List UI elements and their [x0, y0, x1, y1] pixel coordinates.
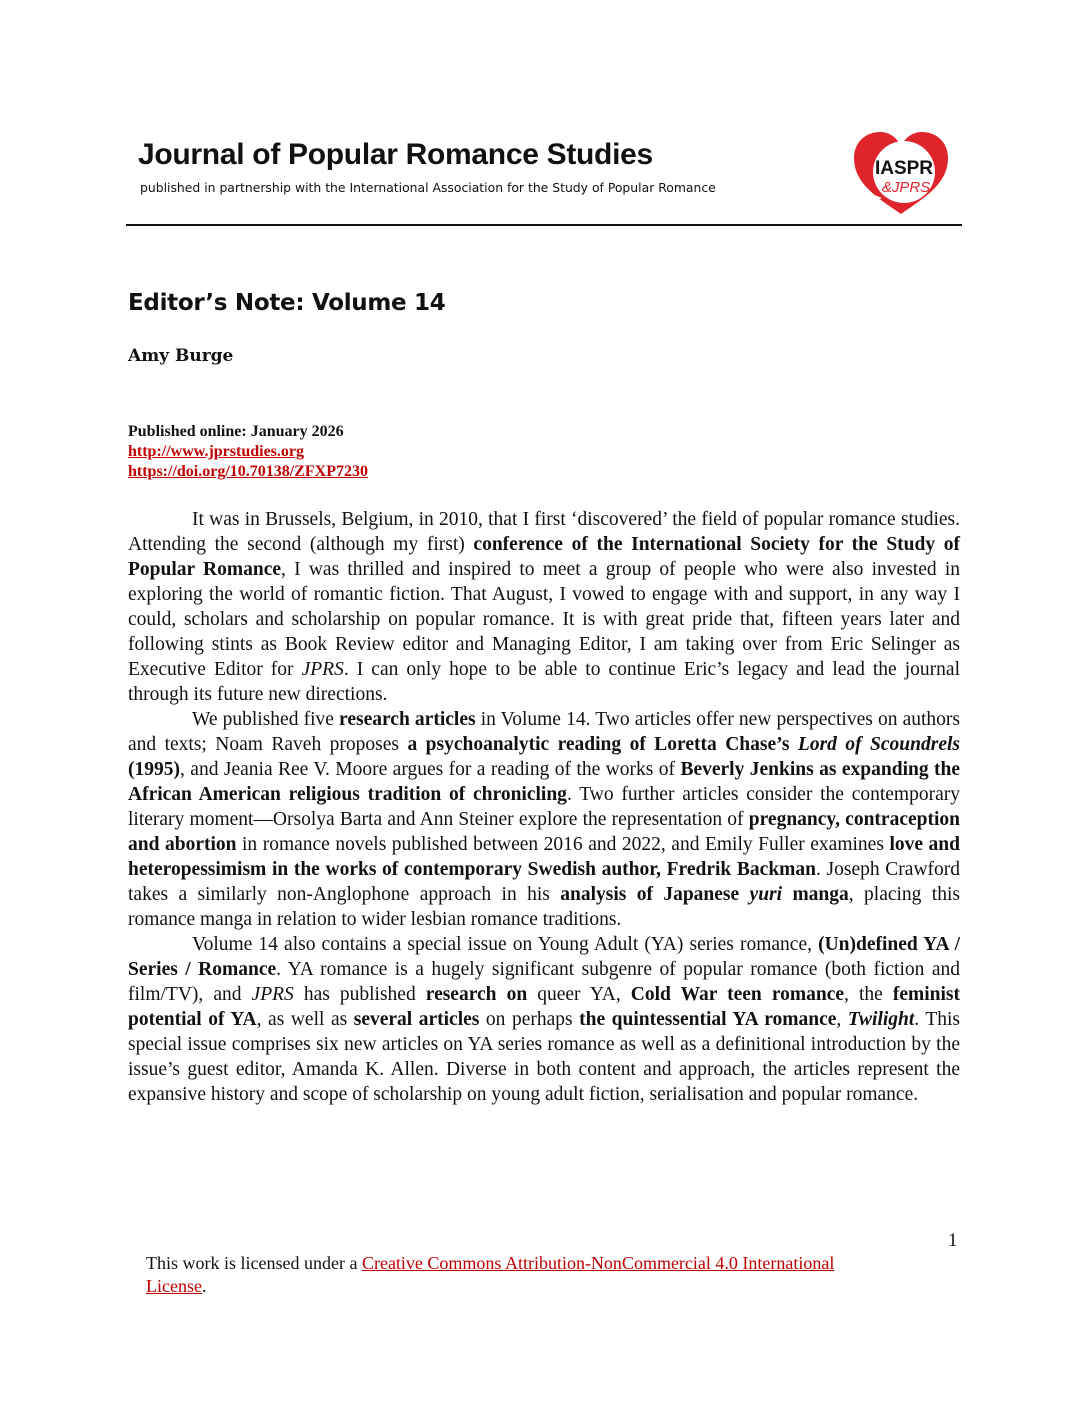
- published-date: Published online: January 2026: [128, 423, 344, 440]
- journal-masthead: [126, 128, 962, 228]
- article-author: Amy Burge: [128, 346, 234, 366]
- license-link[interactable]: Creative Commons Attribution-NonCommercial 4.0 International License: [146, 1253, 835, 1296]
- journal-website-link[interactable]: http://www.jprstudies.org: [128, 443, 305, 460]
- paragraph: It was in Brussels, Belgium, in 2010, that I first ‘discovered’ the field of popular romance studies. Attending the second (although my first) conference of the International Society for the Study of Popular Romance, I was thrilled and inspired to meet a group of people who were also invested in exploring the world of romantic fiction. That August, I vowed to engage with and support, in any way I could, scholars and scholarship on popular romance. It is with great pride that, fifteen years later and following stints as Book Review editor and Managing Editor, I am taking over from Eric Selinger as Executive Editor for JPRS. I can only hope to be able to continue Eric’s legacy and lead the journal through its future new directions.: [128, 509, 960, 705]
- license-notice: [146, 1252, 866, 1298]
- page-number: 1: [948, 1230, 958, 1251]
- svg-text:IASPR: IASPR: [874, 158, 934, 179]
- license-period: .: [201, 1276, 207, 1296]
- article-body: [128, 507, 960, 1107]
- svg-text:&JPRS: &JPRS: [881, 179, 931, 196]
- journal-title: Journal of Popular Romance Studies: [138, 138, 653, 171]
- paragraph: We published five research articles in Volume 14. Two articles offer new perspectives on authors and texts; Noam Raveh proposes a psychoanalytic reading of Loretta Chase’s Lord of Scoundrels (1995), and Jeania Ree V. Moore argues for a reading of the works of Beverly Jenkins as expanding the African American religious tradition of chronicling. Two further articles consider the contemporary literary moment—Orsolya Barta and Ann Steiner explore the representation of pregnancy, contraception and abortion in romance novels published between 2016 and 2022, and Emily Fuller examines love and heteropessimism in the works of contemporary Swedish author, Fredrik Backman. Joseph Crawford takes a similarly non-Anglophone approach in his analysis of Japanese yuri manga, placing this romance manga in relation to wider lesbian romance traditions.: [128, 709, 961, 930]
- paragraph: Volume 14 also contains a special issue on Young Adult (YA) series romance, (Un)defined YA / Series / Romance. YA romance is a hugely significant subgenre of popular romance (both fiction and film/TV), and JPRS has published research on queer YA, Cold War teen romance, the feminist potential of YA, as well as several articles on perhaps the quintessential YA romance, Twilight. This special issue comprises six new articles on YA series romance as well as a definitional introduction by the issue’s guest editor, Amanda K. Allen. Diverse in both content and approach, the articles represent the expansive history and scope of scholarship on young adult fiction, serialisation and popular romance.: [128, 934, 961, 1105]
- article-title: Editor’s Note: Volume 14: [128, 290, 446, 316]
- header-divider: [126, 224, 962, 226]
- journal-subtitle: published in partnership with the International Association for the Study of Popular Romance: [140, 180, 716, 195]
- license-text: This work is licensed under a: [146, 1253, 362, 1273]
- doi-link[interactable]: https://doi.org/10.70138/ZFXP7230: [128, 463, 369, 480]
- heart-logo-icon: [848, 128, 954, 220]
- publication-info: [128, 422, 368, 482]
